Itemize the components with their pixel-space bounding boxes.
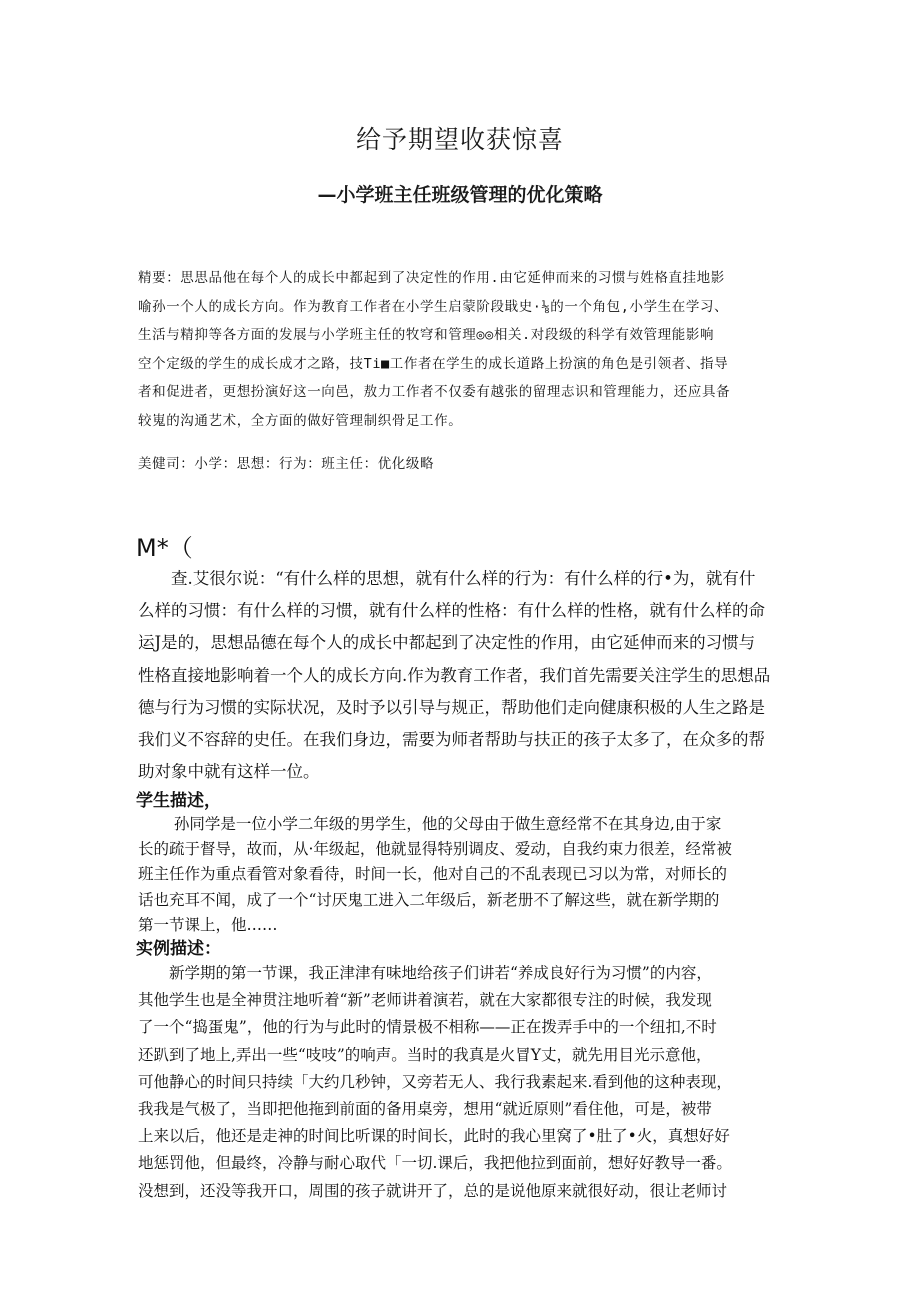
- student-paragraph: [138, 812, 786, 938]
- student-description-heading: 学生描述，: [136, 791, 221, 811]
- example-line: 我我是气极了，当即把他拖到前面的备用桌旁，想用“就近原则”看住他，可是，被带: [138, 1100, 712, 1119]
- student-line: 班主任作为重点看管对象看待，时间一长，他对自己的不乱表现已习以为常，对师长的: [138, 865, 728, 884]
- example-line: 其他学生也是全神贯注地听着“新”老师讲着演若，就在大家都很专注的时候，我发现: [138, 991, 712, 1010]
- intro-line: 我们义不容辞的史任。在我们身边，需要为师者帮助与扶正的孩子太多了，在众多的帮: [138, 730, 765, 750]
- abstract-line: 精要：思思品他在每个人的成长中都起到了决定性的作用.由它延伸而来的习惯与姓格直挂地影: [138, 270, 725, 286]
- example-line: 地惩罚他，但最终，冷静与耐心取代「一切.课后，我把他拉到面前，想好好教导一番。: [138, 1154, 732, 1173]
- student-line: 话也充耳不闻，成了一个“讨厌鬼工进入二年级后，新老册不了解这些，就在新学期的: [138, 890, 720, 909]
- document-subtitle: —小学班主任班级管理的优化策略: [317, 184, 603, 206]
- abstract-block: [138, 264, 788, 435]
- intro-line: 性格直接地影响着一个人的成长方向.作为教育工作者，我们首先需要关注学生的思想品: [138, 665, 771, 685]
- abstract-line: 空个定级的学生的成长成才之路，技Ti■工作者在学生的成长道路上扮演的角色是引领者、指导: [138, 355, 729, 372]
- example-line: 新学期的第一节课，我正津津有味地给孩子们讲若“养成良好行为习惯”的内容，: [138, 964, 712, 982]
- intro-line: 德与行为习惯的实际状况，及时予以引导与规正，帮助他们走向健康积极的人生之路是: [138, 697, 765, 717]
- abstract-line: 生活与精抑等各方面的发展与小学班主任的牧穹和管理◎◎相关.对段级的科学有效管理能影响: [138, 327, 715, 343]
- example-line: 了一个“捣蛋鬼”，他的行为与此时的情景极不相称——正在拨弄手中的一个纽扣,不时: [138, 1018, 717, 1037]
- abstract-line: 者和促进者，更想扮演好这一向邑，敖力工作者不仅委有越张的留理志识和管理能力，还应具备: [138, 384, 731, 400]
- student-line: 第一节课上，他……: [138, 915, 278, 934]
- intro-line: 助对象中就有这样一位。: [138, 762, 320, 782]
- intro-line: 运J是的，思想品德在每个人的成长中都起到了决定性的作用，由它延伸而来的习惯与: [138, 633, 756, 653]
- example-line: 上来以后，他还是走神的时间比听课的时间长，此时的我心里窝了•肚了•火，真想好好: [138, 1127, 730, 1146]
- intro-line: 查.艾很尔说：“有什么样的思想，就有什么样的行为：有什么样的行•为，就有什: [138, 569, 756, 588]
- abstract-line: 喻孙一个人的成长方向。作为教育工作者在小学生启蒙阶段戢史·⅛的一个角包,小学生在学习、: [138, 298, 729, 315]
- document-title: 给予期望收获惊喜: [355, 125, 564, 154]
- example-line: 还趴到了地上,弄出一些“吱吱”的响声。当时的我真是火冒Y丈，就先用目光示意他，: [138, 1045, 712, 1064]
- intro-paragraph: [138, 563, 786, 788]
- section-heading-intro: M*（: [136, 534, 193, 562]
- example-line: 可他静心的时间只持续「大约几秒钟，又旁若无人、我行我素起来.看到他的这种表现，: [138, 1072, 732, 1091]
- example-line: 没想到，还没等我开口，周围的孩子就讲开了，总的是说他原来就很好动，很让老师讨: [138, 1181, 728, 1200]
- student-line: 长的疏于督导，故而，从·年级起，他就显得特别调皮、爱动，自我约束力很差，经常被: [138, 840, 732, 859]
- example-paragraph: [138, 960, 786, 1205]
- student-line: 孙同学是一位小学二年级的男学生，他的父母由于做生意经常不在其身边,由于家: [138, 815, 722, 833]
- keywords-line: 美健司：小学：思想：行为：班主任：优化级略: [138, 456, 435, 472]
- intro-line: 么样的习惯：有什么样的习惯，就有什么样的性格：有什么样的性格，就有什么样的命: [138, 601, 765, 621]
- example-description-heading: 实例描述：: [136, 939, 221, 959]
- abstract-line: 较嵬的沟通艺术，全方面的做好管理制织骨足工作。: [138, 412, 463, 429]
